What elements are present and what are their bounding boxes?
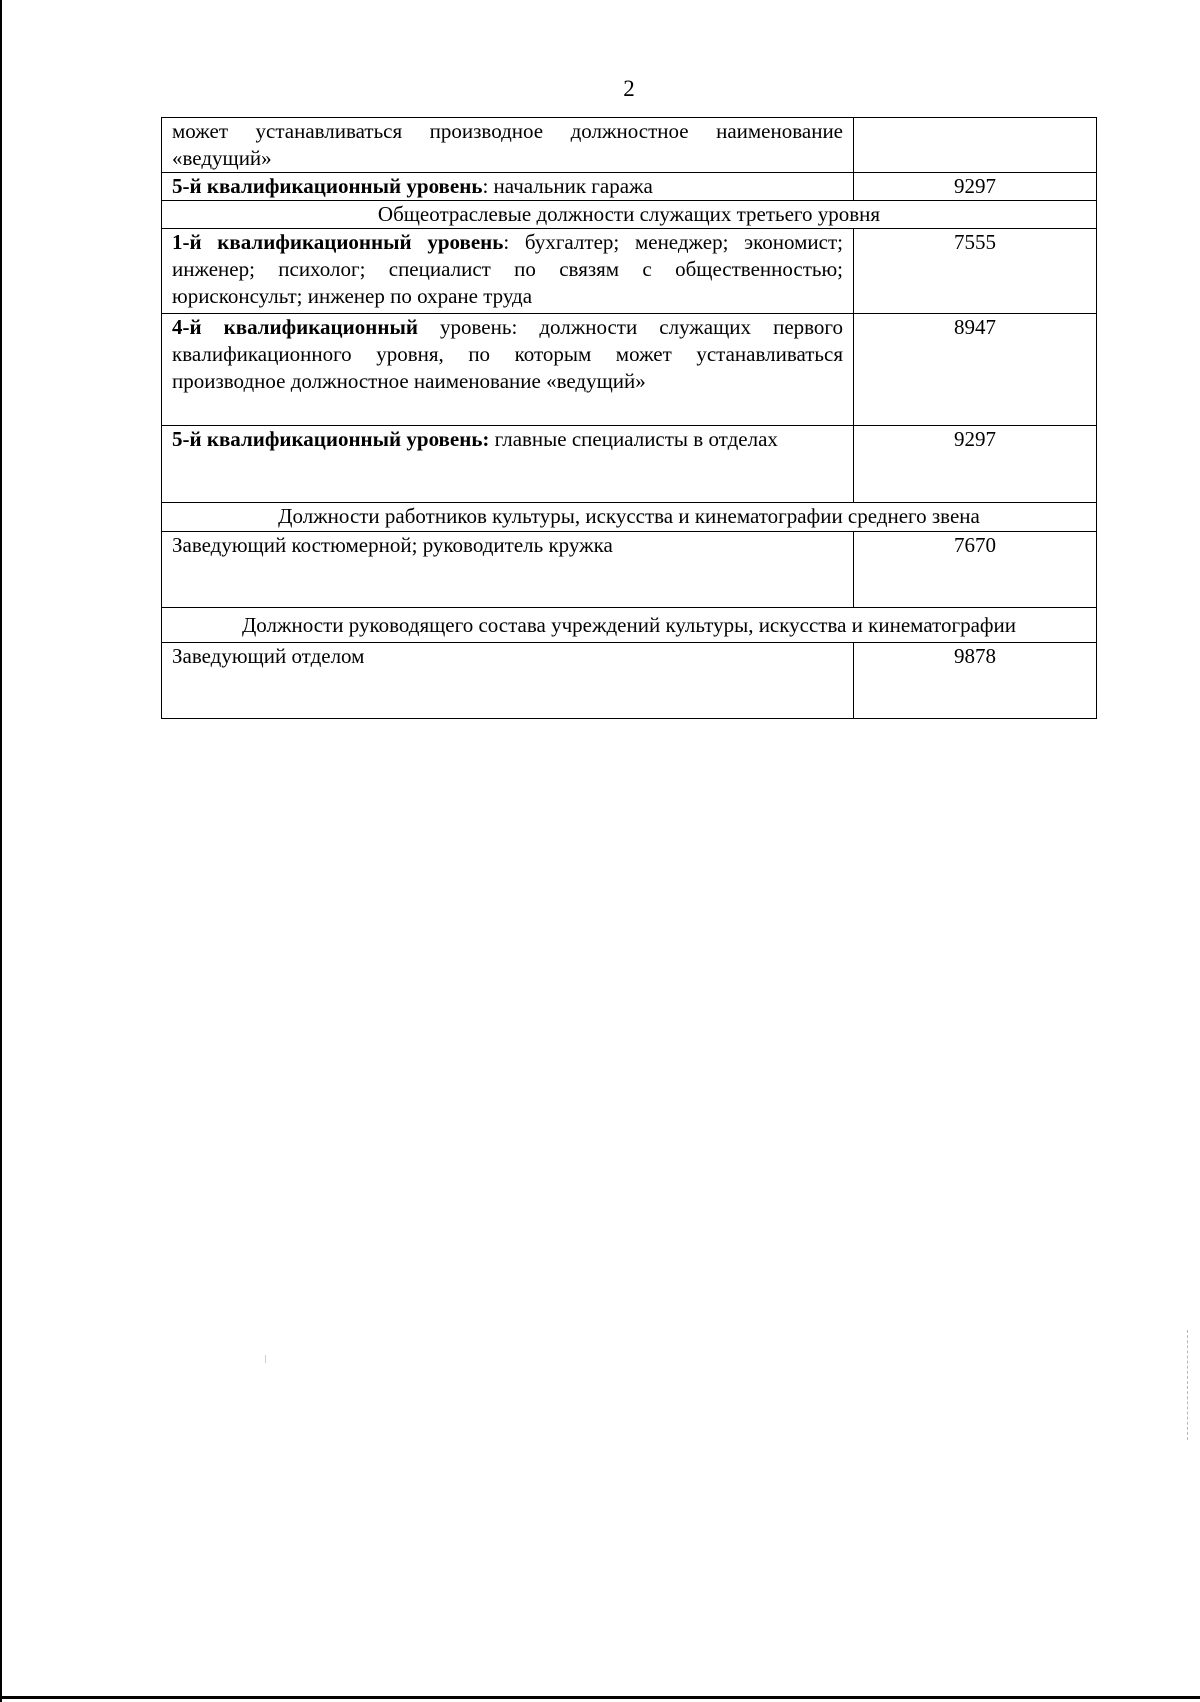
salary-value: 9297 bbox=[854, 426, 1097, 503]
table-row bbox=[162, 118, 1097, 173]
position-description bbox=[162, 118, 854, 173]
position-description bbox=[162, 173, 854, 201]
salary-value bbox=[854, 118, 1097, 173]
section-header-row bbox=[162, 201, 1097, 229]
scan-artifact bbox=[265, 1355, 266, 1363]
position-text: Заведующий отделом bbox=[172, 644, 365, 668]
position-text: Заведующий костюмерной; руководитель кружка bbox=[172, 533, 613, 557]
qualification-level: 5-й квалификационный уровень: bbox=[172, 427, 490, 451]
position-description bbox=[162, 314, 854, 426]
salary-value: 7670 bbox=[854, 532, 1097, 608]
table-row bbox=[162, 229, 1097, 314]
salary-value: 7555 bbox=[854, 229, 1097, 314]
section-title: Должности руководящего состава учреждений культуры, искусства и кинематографии bbox=[162, 608, 1097, 643]
position-text: может устанавливаться производное должностное наименование «ведущий» bbox=[172, 119, 843, 170]
position-text: : начальник гаража bbox=[482, 174, 653, 198]
section-header-row bbox=[162, 608, 1097, 643]
table-row bbox=[162, 426, 1097, 503]
scan-border-bottom bbox=[0, 1696, 1200, 1699]
position-description bbox=[162, 426, 854, 503]
table-row bbox=[162, 643, 1097, 719]
salary-table bbox=[161, 117, 1097, 719]
table-row bbox=[162, 532, 1097, 608]
section-header-row bbox=[162, 503, 1097, 532]
qualification-level: 5-й квалификационный уровень bbox=[172, 174, 483, 198]
position-text: : бухгалтер; менеджер; экономист; инженер; психолог; специалист по связям с общественностью; юрисконсульт; инженер по охране труда bbox=[172, 230, 843, 308]
table-row bbox=[162, 314, 1097, 426]
scan-artifact bbox=[1187, 1330, 1189, 1440]
section-title: Должности работников культуры, искусства и кинематографии среднего звена bbox=[162, 503, 1097, 532]
position-text: главные специалисты в отделах bbox=[489, 427, 778, 451]
scan-border-left bbox=[0, 0, 2, 1702]
qualification-level: 1-й квалификационный уровень bbox=[172, 230, 504, 254]
salary-value: 9878 bbox=[854, 643, 1097, 719]
position-description bbox=[162, 229, 854, 314]
page-number: 2 bbox=[623, 76, 635, 101]
section-title: Общеотраслевые должности служащих третьего уровня bbox=[162, 201, 1097, 229]
salary-value: 8947 bbox=[854, 314, 1097, 426]
position-text: уровень: должности служащих первого квалификационного уровня, по которым может устанавливаться производное должностное наименование «ведущий» bbox=[172, 315, 844, 393]
salary-value: 9297 bbox=[854, 173, 1097, 201]
position-description bbox=[162, 532, 854, 608]
table-row bbox=[162, 173, 1097, 201]
position-description bbox=[162, 643, 854, 719]
qualification-level: 4-й квалификационный bbox=[172, 315, 418, 339]
